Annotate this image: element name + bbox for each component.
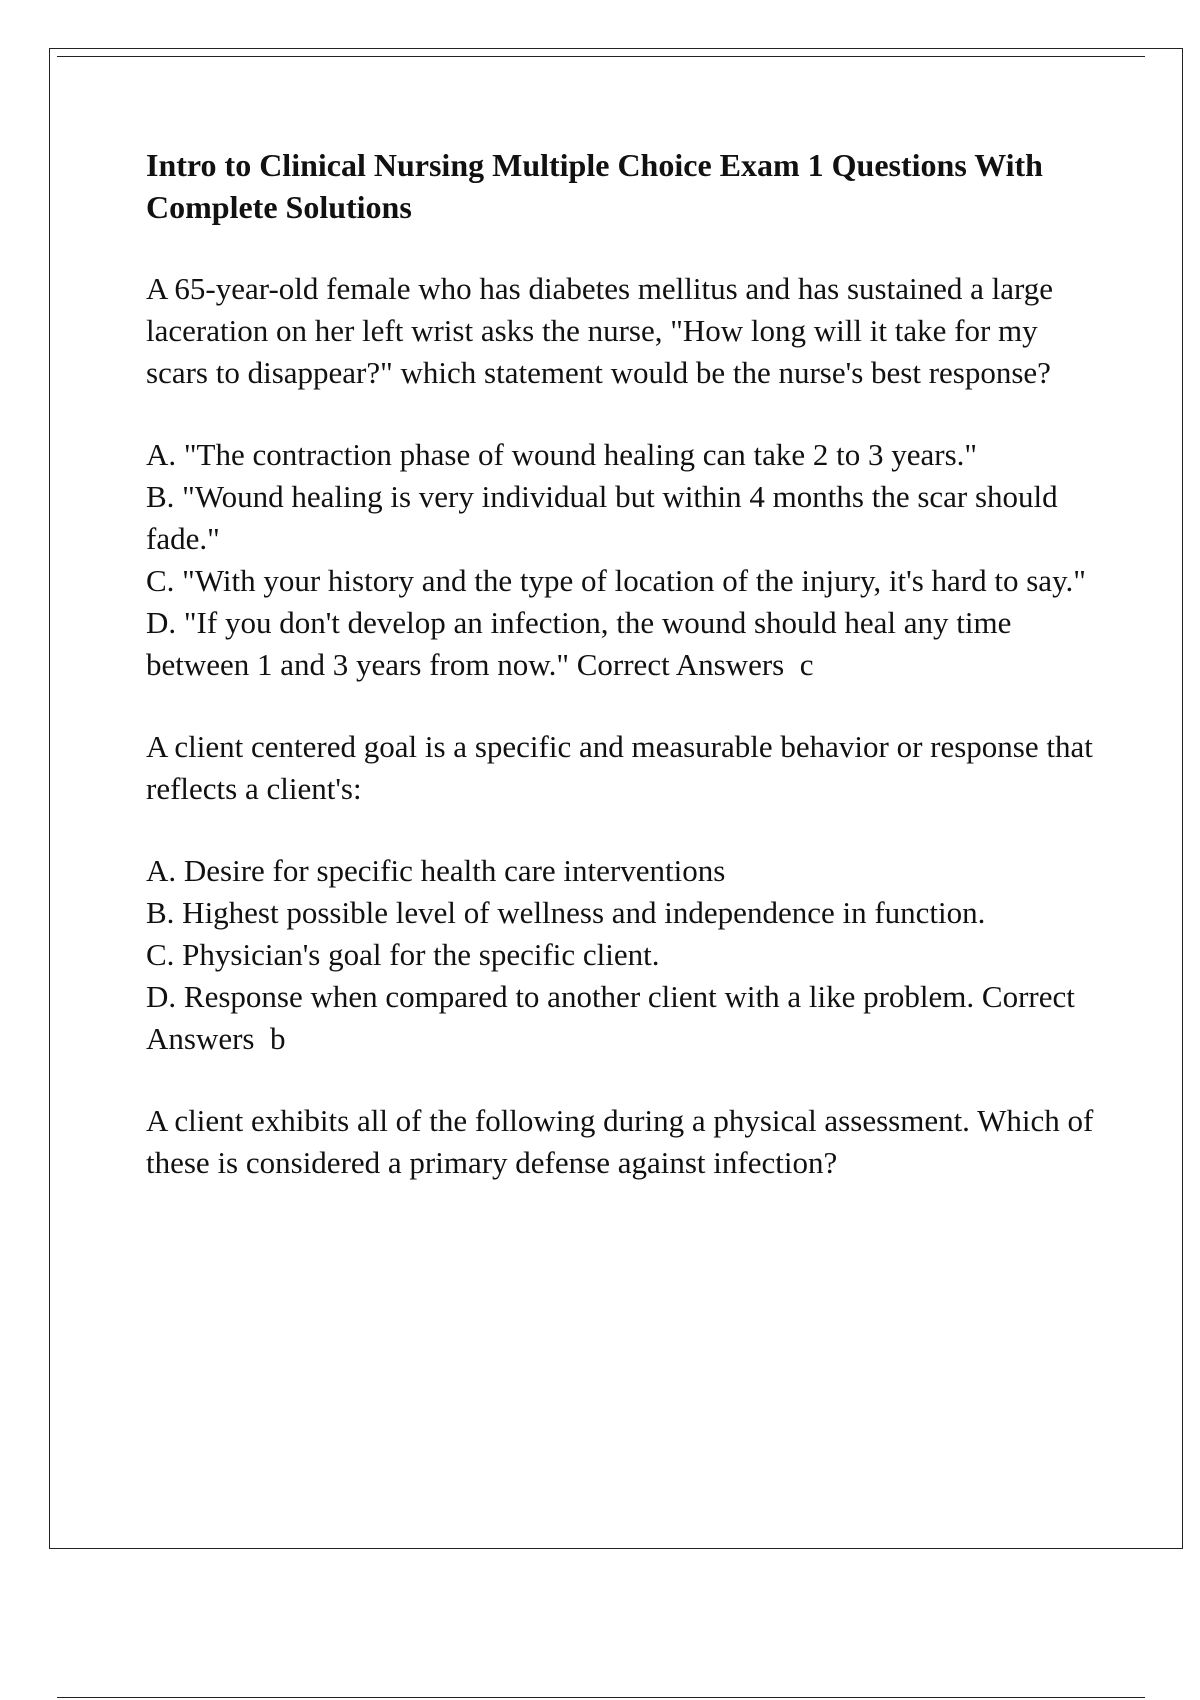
question-block-2: [146, 726, 1096, 1060]
option-a: A. "The contraction phase of wound healing can take 2 to 3 years.": [146, 437, 978, 472]
option-list: [146, 850, 1096, 1060]
question-text: A client exhibits all of the following during a physical assessment. Which of these is considered a primary defense against infection?: [146, 1103, 1094, 1180]
option-b: B. "Wound healing is very individual but within 4 months the scar should fade.": [146, 479, 1058, 556]
question-text: A client centered goal is a specific and measurable behavior or response that reflects a client's:: [146, 729, 1093, 806]
option-c: C. Physician's goal for the specific client.: [146, 937, 660, 972]
question-text: A 65-year-old female who has diabetes mellitus and has sustained a large laceration on her left wrist asks the nurse, "How long will it take for my scars to disappear?" which statement would be the nurse's best response?: [146, 271, 1054, 390]
bottom-rule: [57, 1697, 1145, 1698]
top-rule: [57, 56, 1145, 57]
option-list: [146, 434, 1096, 686]
answer-value: b: [270, 1021, 286, 1056]
answer-value: c: [799, 647, 814, 682]
option-d: D. "If you don't develop an infection, the wound should heal any time between 1 and 3 years from now.": [146, 605, 1012, 682]
option-d: D. Response when compared to another client with a like problem.: [146, 979, 975, 1014]
option-b: B. Highest possible level of wellness and independence in function.: [146, 895, 986, 930]
option-d-with-answer: [146, 602, 1096, 686]
option-a: A. Desire for specific health care interventions: [146, 853, 726, 888]
document-body: [146, 144, 1096, 1224]
answer-label: Correct Answers: [146, 979, 1075, 1056]
answer-label: Correct Answers: [576, 647, 785, 682]
question-block-3: [146, 1100, 1096, 1184]
question-block-1: [146, 268, 1096, 686]
document-title: Intro to Clinical Nursing Multiple Choice Exam 1 Questions With Complete Solutions: [146, 147, 1043, 225]
option-d-with-answer: [146, 976, 1096, 1060]
option-c: C. "With your history and the type of location of the injury, it's hard to say.": [146, 563, 1086, 598]
